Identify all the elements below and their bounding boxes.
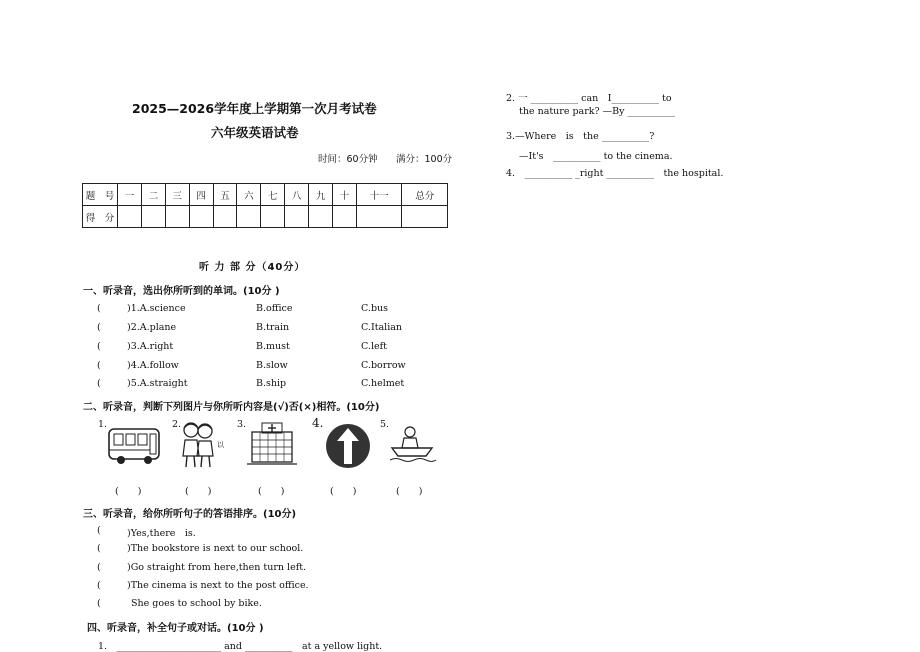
table-cell: 得 分 <box>83 206 118 228</box>
option-c: C.Italian <box>361 322 403 333</box>
table-cell: 九 <box>309 184 333 206</box>
subject-title: 六年级英语试卷 <box>211 125 299 140</box>
table-cell: 一 <box>118 184 142 206</box>
answer-sentence: )Go straight from here,then turn left. <box>127 562 307 573</box>
answer-blank[interactable]: ( ) <box>185 486 212 497</box>
answer-sentence: )The cinema is next to the post office. <box>127 580 309 591</box>
option-a: )3.A.right <box>127 341 174 352</box>
option-c: C.bus <box>361 303 389 314</box>
score-cell[interactable] <box>309 206 333 228</box>
picture-extra-text: 以 <box>217 441 224 449</box>
option-a: )2.A.plane <box>127 322 177 333</box>
score-cell[interactable] <box>165 206 189 228</box>
table-cell: 十 <box>333 184 357 206</box>
table-cell: 六 <box>237 184 261 206</box>
exam-title: 2025—2026学年度上学期第一次月考试卷 <box>132 101 377 116</box>
table-cell: 四 <box>189 184 213 206</box>
boat-icon <box>388 424 438 464</box>
answer-blank[interactable]: ( ) <box>115 486 142 497</box>
hospital-building-icon <box>246 420 298 466</box>
fill-in-question[interactable]: the nature park? —By __________ <box>519 106 676 117</box>
table-cell: 二 <box>141 184 165 206</box>
table-cell: 三 <box>165 184 189 206</box>
paren: ( <box>97 303 101 314</box>
score-cell[interactable] <box>213 206 237 228</box>
picture-number: 3. <box>237 419 247 430</box>
score-table <box>82 183 448 228</box>
option-c: C.borrow <box>361 360 406 371</box>
paren: ( <box>97 543 101 554</box>
paren: ( <box>97 360 101 371</box>
straight-arrow-sign-icon <box>324 422 372 470</box>
score-table-header-row <box>83 184 448 206</box>
table-cell: 十一 <box>356 184 401 206</box>
fill-in-question[interactable]: —It's __________ to the cinema. <box>519 151 673 162</box>
option-b: B.office <box>256 303 293 314</box>
score-cell[interactable] <box>285 206 309 228</box>
fill-in-question[interactable]: 1. ______________________ and __________ at a yellow light. <box>98 641 383 652</box>
table-cell: 题 号 <box>83 184 118 206</box>
paren: ( <box>97 341 101 352</box>
option-a: )1.A.science <box>127 303 186 314</box>
time-text: 时间：60分钟 <box>318 154 378 165</box>
score-cell[interactable] <box>189 206 213 228</box>
option-b: B.must <box>256 341 290 352</box>
paren: ( <box>97 580 101 591</box>
score-table-score-row <box>83 206 448 228</box>
table-cell: 七 <box>261 184 285 206</box>
option-a: )5.A.straight <box>127 378 188 389</box>
paren: ( <box>97 598 101 609</box>
fill-in-question[interactable]: 2. 一 __________ can I__________ to <box>506 93 672 104</box>
picture-number: 5. <box>380 419 390 430</box>
picture-number: 4. <box>312 416 324 430</box>
option-c: C.helmet <box>361 378 405 389</box>
picture-number: 2. <box>172 419 182 430</box>
score-cell[interactable] <box>118 206 142 228</box>
answer-blank[interactable]: ( ) <box>396 486 423 497</box>
table-cell: 八 <box>285 184 309 206</box>
picture-number: 1. <box>98 419 108 430</box>
answer-blank[interactable]: ( ) <box>258 486 285 497</box>
table-cell: 总分 <box>402 184 448 206</box>
part3-heading: 三、听录音，给你所听句子的答语排序。(10分) <box>83 509 297 520</box>
children-icon <box>180 420 216 470</box>
option-b: B.ship <box>256 378 287 389</box>
paren: ( <box>97 562 101 573</box>
answer-sentence: )Yes,there is. <box>127 528 196 539</box>
score-cell[interactable] <box>333 206 357 228</box>
option-a: )4.A.follow <box>127 360 179 371</box>
paren: ( <box>97 378 101 389</box>
score-cell[interactable] <box>261 206 285 228</box>
option-b: B.slow <box>256 360 288 371</box>
part1-heading: 一、听录音，选出你所听到的单词。(10分 ) <box>83 286 280 297</box>
score-cell[interactable] <box>356 206 401 228</box>
option-b: B.train <box>256 322 290 333</box>
paren: ( <box>97 322 101 333</box>
score-cell[interactable] <box>402 206 448 228</box>
answer-sentence: She goes to school by bike. <box>131 598 262 609</box>
part2-heading: 二、听录音，判断下列图片与你所听内容是(√)否(×)相符。(10分) <box>83 402 380 413</box>
answer-sentence: )The bookstore is next to our school. <box>127 543 304 554</box>
score-cell[interactable] <box>141 206 165 228</box>
option-c: C.left <box>361 341 387 352</box>
listening-heading: 听 力 部 分（40分） <box>199 262 306 273</box>
paren: ( <box>97 525 101 536</box>
table-cell: 五 <box>213 184 237 206</box>
score-text: 满分：100分 <box>396 154 453 165</box>
fill-in-question[interactable]: 3.—Where is the __________? <box>506 131 655 142</box>
answer-blank[interactable]: ( ) <box>330 486 357 497</box>
fill-in-question[interactable]: 4. __________ _right __________ the hospital. <box>506 168 724 179</box>
score-cell[interactable] <box>237 206 261 228</box>
bus-icon <box>106 426 164 466</box>
part4-heading: 四、听录音，补全句子或对话。(10分 ) <box>87 623 264 634</box>
